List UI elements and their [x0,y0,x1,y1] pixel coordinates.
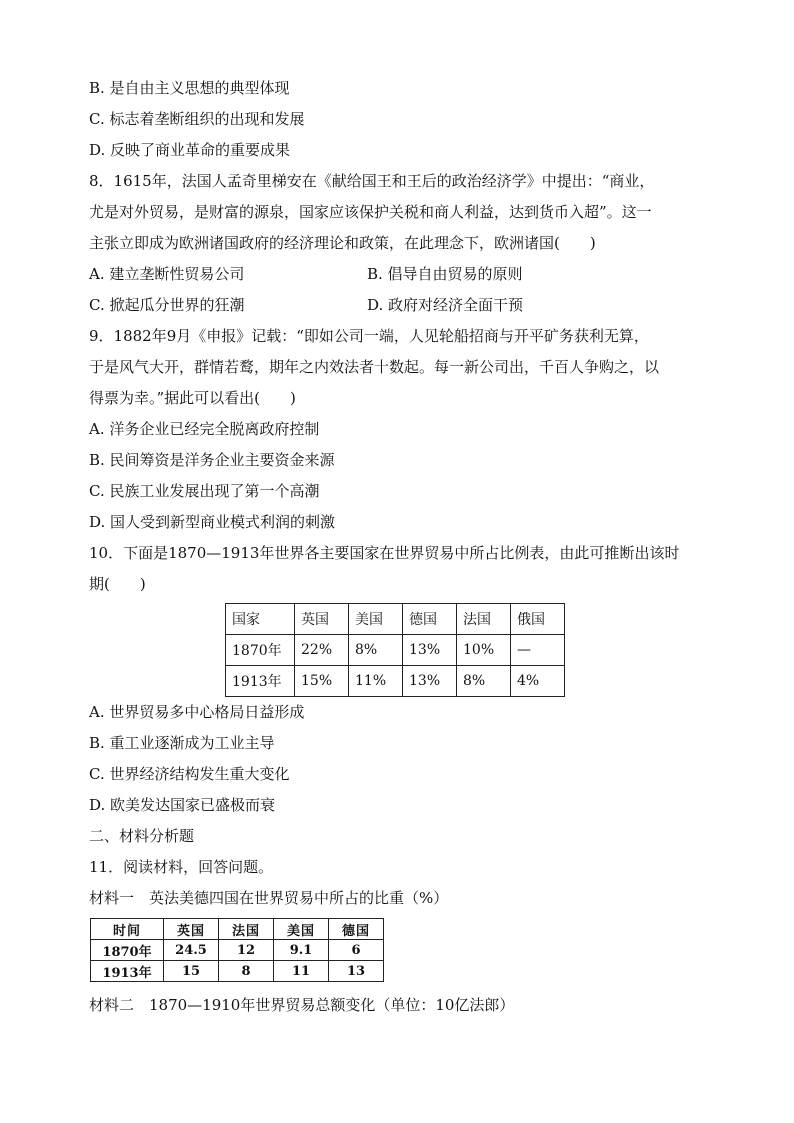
section-heading: 二、材料分析题 [89,827,195,845]
table-cell: 俄国 [511,604,565,635]
material-one-table [90,918,384,982]
table-cell: 8% [349,635,403,666]
table-cell: 德国 [403,604,457,635]
q10-option-b: B. 重工业逐渐成为工业主导 [89,734,275,752]
q8-option-c: C. 掀起瓜分世界的狂潮 [89,296,245,314]
table-cell: 13% [403,635,457,666]
q8-stem-line3: 主张立即成为欧洲诸国政府的经济理论和政策，在此理念下，欧洲诸国( ) [89,234,596,252]
table-cell: 英国 [295,604,349,635]
table-cell: 9.1 [274,940,329,961]
table-cell: 国家 [226,604,295,635]
q9-option-c: C. 民族工业发展出现了第一个高潮 [89,482,320,500]
q9-stem-line3: 得票为幸。”据此可以看出( ) [89,389,296,407]
q8-stem-line2: 尤是对外贸易，是财富的源泉，国家应该保护关税和商人利益，达到货币入超”。这一 [89,203,652,221]
table-cell: 时间 [91,919,164,940]
q10-stem-line1: 10．下面是1870—1913年世界各主要国家在世界贸易中所占比例表，由此可推断出该时 [89,544,680,562]
table-header-row [91,919,384,940]
q8-option-d: D. 政府对经济全面干预 [367,296,524,314]
trade-share-table [225,603,565,697]
table-cell: 22% [295,635,349,666]
material-two-title: 材料二 1870—1910年世界贸易总额变化（单位：10亿法郎） [89,996,515,1014]
q11-stem: 11．阅读材料，回答问题。 [89,858,274,876]
q10-option-c: C. 世界经济结构发生重大变化 [89,765,290,783]
table-cell: 6 [329,940,384,961]
table-cell: 1870年 [91,940,164,961]
table-cell: 13% [403,666,457,697]
material-one-title: 材料一 英法美德四国在世界贸易中所占的比重（%） [89,889,449,907]
table-header-row [226,604,565,635]
table-cell: 4% [511,666,565,697]
q10-stem-line2: 期( ) [89,575,146,593]
q8-option-a: A. 建立垄断性贸易公司 [89,265,245,283]
table-cell: 法国 [457,604,511,635]
q9-option-d: D. 国人受到新型商业模式利润的刺激 [89,513,336,531]
q8-stem-line1: 8．1615年，法国人孟奇里梯安在《献给国王和王后的政治经济学》中提出：“商业， [89,172,655,190]
table-row [91,940,384,961]
q9-stem-line1: 9．1882年9月《申报》记载：“即如公司一端，人见轮船招商与开平矿务获利无算， [89,327,649,345]
q8-option-b: B. 倡导自由贸易的原则 [367,265,523,283]
table-cell: 1913年 [226,666,295,697]
table-cell: 11 [274,961,329,982]
table-cell: 10% [457,635,511,666]
table-cell: 24.5 [164,940,219,961]
table-cell: 12 [219,940,274,961]
table-cell: 美国 [349,604,403,635]
table-cell: 1870年 [226,635,295,666]
table-cell: 英国 [164,919,219,940]
q9-stem-line2: 于是风气大开，群情若鹜，期年之内效法者十数起。每一新公司出，千百人争购之，以 [89,358,660,376]
table-cell: 美国 [274,919,329,940]
q10-option-a: A. 世界贸易多中心格局日益形成 [89,703,305,721]
table-cell: 8 [219,961,274,982]
q7-option-b: B. 是自由主义思想的典型体现 [89,79,290,97]
q9-option-b: B. 民间筹资是洋务企业主要资金来源 [89,451,335,469]
table-row [226,635,565,666]
table-cell: — [511,635,565,666]
q9-option-a: A. 洋务企业已经完全脱离政府控制 [89,420,320,438]
table-cell: 1913年 [91,961,164,982]
q7-option-c: C. 标志着垄断组织的出现和发展 [89,110,305,128]
table-cell: 法国 [219,919,274,940]
q10-option-d: D. 欧美发达国家已盛极而衰 [89,796,276,814]
table-cell: 11% [349,666,403,697]
q7-option-d: D. 反映了商业革命的重要成果 [89,141,291,159]
table-cell: 德国 [329,919,384,940]
table-cell: 15 [164,961,219,982]
table-cell: 8% [457,666,511,697]
table-row [226,666,565,697]
table-row [91,961,384,982]
table-cell: 15% [295,666,349,697]
table-cell: 13 [329,961,384,982]
